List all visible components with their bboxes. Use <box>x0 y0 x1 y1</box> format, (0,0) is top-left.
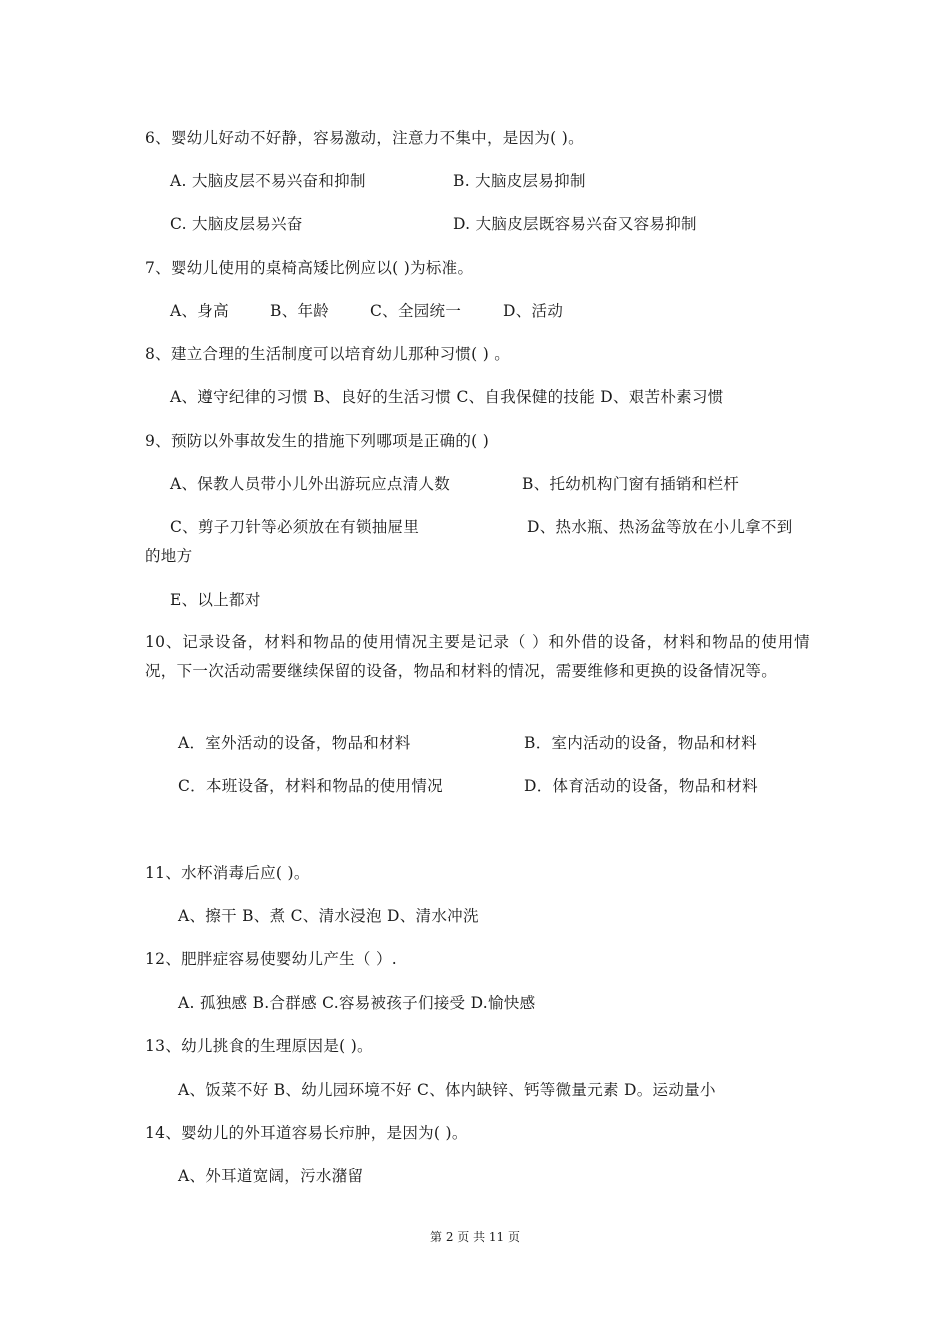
question-6-stem: 6、婴幼儿好动不好静，容易激动，注意力不集中，是因为( )。 <box>145 129 584 147</box>
question-14-stem: 14、婴幼儿的外耳道容易长疖肿，是因为( )。 <box>145 1124 468 1142</box>
question-8-stem: 8、建立合理的生活制度可以培育幼儿那种习惯( ) 。 <box>145 345 511 363</box>
question-10-option-c: C．本班设备，材料和物品的使用情况 <box>178 777 443 795</box>
question-9-option-d: D、热水瓶、热汤盆等放在小儿拿不到 <box>527 518 793 536</box>
question-13-options: A、饭菜不好 B、幼儿园环境不好 C、体内缺锌、钙等微量元素 D。运动量小 <box>178 1081 716 1099</box>
question-7-option-c: C、全园统一 <box>370 302 462 320</box>
question-7-option-b: B、年龄 <box>270 302 330 320</box>
question-12-stem: 12、肥胖症容易使婴幼儿产生（ ）. <box>145 950 397 968</box>
question-6-option-d: D. 大脑皮层既容易兴奋又容易抑制 <box>453 215 697 233</box>
question-7-option-a: A、身高 <box>170 302 229 320</box>
page-number-footer: 第 2 页 共 11 页 <box>430 1230 520 1244</box>
question-9-option-b: B、托幼机构门窗有插销和栏杆 <box>522 475 740 493</box>
question-9-option-c: C、剪子刀针等必须放在有锁抽屉里 <box>170 518 420 536</box>
question-10-option-a: A．室外活动的设备，物品和材料 <box>178 734 411 752</box>
question-10-option-b: B．室内活动的设备，物品和材料 <box>524 734 757 752</box>
question-9-option-d-continued: 的地方 <box>145 547 193 565</box>
question-7-option-d: D、活动 <box>503 302 564 320</box>
question-6-option-c: C. 大脑皮层易兴奋 <box>170 215 303 233</box>
question-11-options: A、擦干 B、煮 C、清水浸泡 D、清水冲洗 <box>178 907 479 925</box>
question-6-option-a: A. 大脑皮层不易兴奋和抑制 <box>170 172 366 190</box>
question-14-option-a: A、外耳道宽阔，污水潴留 <box>178 1167 364 1185</box>
question-7-stem: 7、婴幼儿使用的桌椅高矮比例应以( )为标准。 <box>145 259 474 277</box>
question-9-option-e: E、以上都对 <box>170 591 261 609</box>
question-10-option-d: D．体育活动的设备，物品和材料 <box>524 777 758 795</box>
question-8-options: A、遵守纪律的习惯 B、良好的生活习惯 C、自我保健的技能 D、艰苦朴素习惯 <box>170 388 724 406</box>
question-6-option-b: B. 大脑皮层易抑制 <box>453 172 586 190</box>
question-13-stem: 13、幼儿挑食的生理原因是( )。 <box>145 1037 373 1055</box>
question-12-options: A. 孤独感 B.合群感 C.容易被孩子们接受 D.愉快感 <box>178 994 536 1012</box>
question-11-stem: 11、水杯消毒后应( )。 <box>145 864 310 882</box>
question-9-option-a: A、保教人员带小儿外出游玩应点清人数 <box>170 475 451 493</box>
question-9-stem: 9、预防以外事故发生的措施下列哪项是正确的( ) <box>145 432 490 450</box>
question-10-stem: 10、记录设备，材料和物品的使用情况主要是记录（ ）和外借的设备，材料和物品的使用情况，下一次活动需要继续保留的设备，物品和材料的情况，需要维修和更换的设备情况等。 <box>145 633 810 680</box>
